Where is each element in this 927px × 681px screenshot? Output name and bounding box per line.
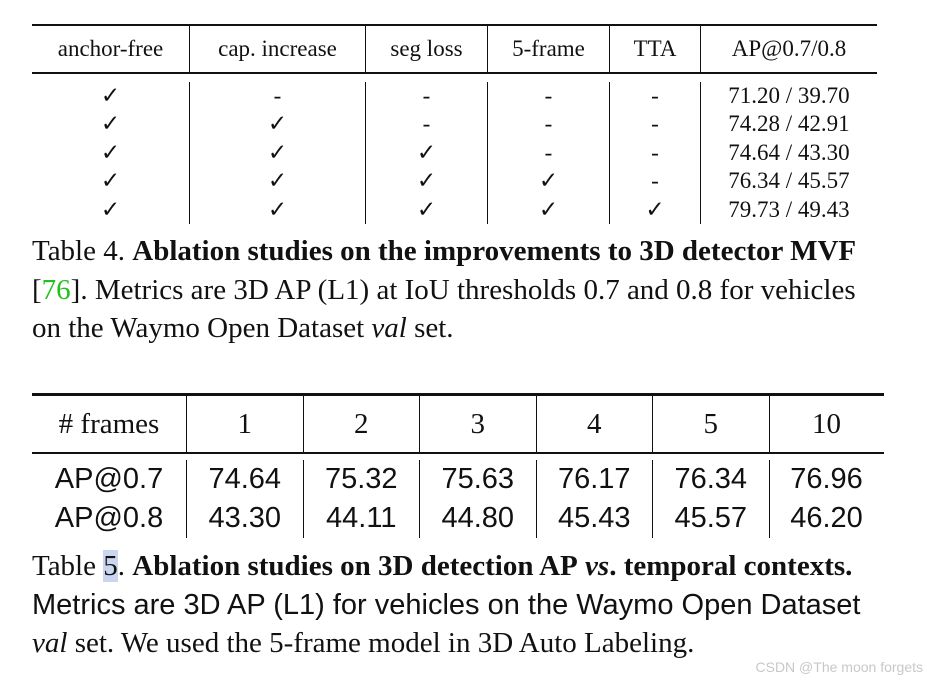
- table-cell: ✓: [488, 167, 610, 196]
- table-cell: 44.11: [304, 499, 421, 538]
- table-cell: ✓: [190, 196, 366, 225]
- caption-label: .: [117, 550, 125, 582]
- column-header: 5-frame: [488, 26, 610, 72]
- table-5: [32, 393, 884, 542]
- table-row: [32, 460, 884, 499]
- table-cell: 74.64: [187, 460, 304, 499]
- table-cell: ✓: [32, 196, 190, 225]
- table-cell: 46.20: [790, 501, 863, 534]
- column-header: 4: [537, 396, 654, 452]
- row-header: AP@0.7: [32, 460, 187, 499]
- caption-cite-open: [: [32, 273, 42, 306]
- table-cell: -: [610, 167, 701, 196]
- table-header-row: [32, 26, 877, 72]
- table-cell: ✓: [488, 196, 610, 225]
- table-cell: 74.28 / 42.91: [728, 111, 850, 136]
- caption-italic: val: [371, 312, 407, 344]
- table-row: [32, 167, 877, 196]
- column-header: 5: [653, 396, 770, 452]
- table-body: [32, 74, 877, 229]
- table-cell: ✓: [190, 167, 366, 196]
- table-cell: 79.73 / 49.43: [728, 196, 850, 222]
- table-cell: -: [190, 82, 366, 111]
- caption-bold-title: Ablation studies on 3D detection AP: [132, 550, 578, 582]
- table-cell: 76.34: [653, 460, 770, 499]
- caption-label-number: 5: [103, 550, 118, 582]
- column-header: TTA: [610, 26, 701, 72]
- table-header-row: [32, 396, 884, 452]
- table-body: [32, 454, 884, 542]
- table-5-caption: [32, 547, 877, 663]
- table-cell: ✓: [366, 139, 488, 168]
- column-header: 3: [420, 396, 537, 452]
- table-cell: ✓: [32, 167, 190, 196]
- table-cell: 76.34 / 45.57: [728, 168, 850, 193]
- table-4-caption: [32, 232, 877, 348]
- caption-cite-close: ].: [70, 273, 88, 306]
- table-cell: 44.80: [420, 499, 537, 538]
- table-cell: 75.32: [304, 460, 421, 499]
- table-cell: 71.20 / 39.70: [728, 82, 850, 108]
- column-header: 1: [187, 396, 304, 452]
- caption-text: set.: [406, 312, 454, 344]
- caption-bold-title: Ablation studies on the improvements to 3D detector MVF: [132, 235, 857, 267]
- table-cell: ✓: [32, 110, 190, 139]
- table-cell: ✓: [610, 196, 701, 225]
- caption-text: Metrics are 3D AP (L1) for vehicles on the Waymo Open Dataset: [32, 588, 861, 621]
- table-cell: 76.96: [790, 462, 863, 495]
- table-row: [32, 110, 877, 139]
- table-cell: ✓: [190, 139, 366, 168]
- table-cell: 45.43: [537, 499, 654, 538]
- caption-bold-italic: vs: [585, 550, 610, 582]
- table-cell: -: [610, 82, 701, 111]
- column-header: # frames: [32, 396, 187, 452]
- table-cell: 45.57: [653, 499, 770, 538]
- table-cell: -: [488, 82, 610, 111]
- table-cell: -: [488, 110, 610, 139]
- table-row: [32, 499, 884, 538]
- caption-italic: val: [32, 627, 68, 659]
- citation-link[interactable]: 76: [41, 273, 71, 306]
- table-cell: 75.63: [420, 460, 537, 499]
- caption-bold-title: . temporal contexts.: [609, 550, 853, 582]
- table-row: [32, 196, 877, 225]
- table-cell: -: [610, 110, 701, 139]
- caption-text: set. We used the 5-frame model in 3D Auto Labeling.: [67, 627, 695, 659]
- table-cell: ✓: [32, 139, 190, 168]
- column-header: anchor-free: [32, 26, 190, 72]
- table-cell: ✓: [366, 167, 488, 196]
- table-cell: -: [610, 139, 701, 168]
- row-header: AP@0.8: [32, 499, 187, 538]
- table-cell: -: [366, 110, 488, 139]
- table-cell: ✓: [366, 196, 488, 225]
- column-header: cap. increase: [190, 26, 366, 72]
- column-header: AP@0.7/0.8: [731, 36, 847, 61]
- column-header: 10: [812, 407, 841, 440]
- table-cell: ✓: [32, 82, 190, 111]
- table-cell: -: [488, 139, 610, 168]
- table-cell: -: [366, 82, 488, 111]
- caption-label: Table: [32, 550, 104, 582]
- table-cell: 43.30: [187, 499, 304, 538]
- watermark: CSDN @The moon forgets: [755, 659, 923, 675]
- caption-text: Metrics are 3D AP (L1) at IoU thresholds 0.7 and 0.8 for vehicles on the Waymo Open Dataset: [32, 273, 856, 344]
- column-header: 2: [304, 396, 421, 452]
- table-row: [32, 139, 877, 168]
- table-cell: 76.17: [537, 460, 654, 499]
- caption-label: Table 4.: [32, 235, 125, 267]
- table-cell: 74.64 / 43.30: [728, 139, 850, 165]
- table-cell: ✓: [190, 110, 366, 139]
- column-header: seg loss: [366, 26, 488, 72]
- table-4: [32, 24, 877, 228]
- table-row: [32, 82, 877, 111]
